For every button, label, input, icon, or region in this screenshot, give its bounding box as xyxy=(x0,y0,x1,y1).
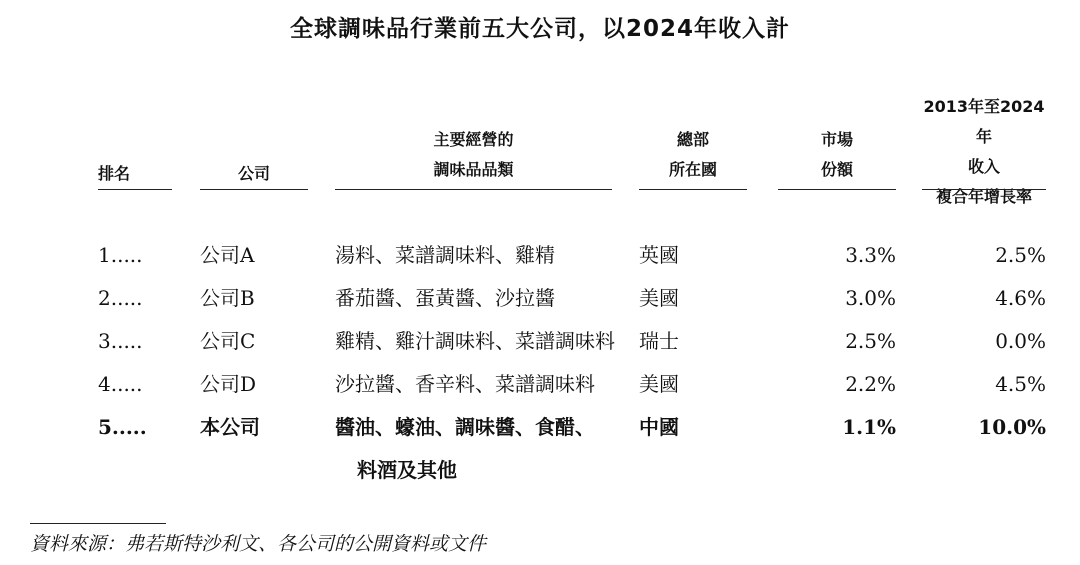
header-share-line1: 市場 xyxy=(820,130,853,149)
row-5-rank: 5..... xyxy=(98,415,147,439)
row-4-rank: 4..... xyxy=(98,372,143,396)
header-category-line1: 主要經營的 xyxy=(433,130,514,149)
header-category xyxy=(335,125,612,185)
header-rule-company xyxy=(200,189,308,190)
row-1-category: 湯料、菜譜調味料、雞精 xyxy=(335,243,555,267)
row-2-cagr: 4.6% xyxy=(995,286,1046,310)
row-5-category-line2: 料酒及其他 xyxy=(357,458,457,482)
header-company xyxy=(200,159,308,189)
row-2-rank: 2..... xyxy=(98,286,143,310)
row-4-hq: 美國 xyxy=(639,372,679,396)
header-hq xyxy=(639,125,747,185)
header-hq-line2: 所在國 xyxy=(668,160,717,179)
page-title: 全球調味品行業前五大公司，以2024年收入計 xyxy=(289,16,790,42)
header-rule-category xyxy=(335,189,612,190)
row-1-company: 公司A xyxy=(200,243,255,267)
row-2-share: 3.0% xyxy=(845,286,896,310)
header-category-line2: 調味品品類 xyxy=(433,160,514,179)
row-1-cagr: 2.5% xyxy=(995,243,1046,267)
header-cagr xyxy=(922,92,1046,212)
header-rank xyxy=(98,159,130,189)
row-3-share: 2.5% xyxy=(845,329,896,353)
row-5-category: 醬油、蠔油、調味醬、食醋、 xyxy=(335,415,595,439)
row-4-share: 2.2% xyxy=(845,372,896,396)
header-share xyxy=(778,125,896,185)
header-rule-cagr xyxy=(922,189,1046,190)
row-3-rank: 3..... xyxy=(98,329,143,353)
row-4-company: 公司D xyxy=(200,372,257,396)
row-3-hq: 瑞士 xyxy=(639,329,679,353)
header-rule-hq xyxy=(639,189,747,190)
row-2-category: 番茄醬、蛋黃醬、沙拉醬 xyxy=(335,286,555,310)
row-5-cagr: 10.0% xyxy=(978,415,1046,439)
header-rule-rank xyxy=(98,189,172,190)
source-divider xyxy=(30,523,166,524)
header-cagr-line2: 收入 xyxy=(967,157,1000,176)
row-3-cagr: 0.0% xyxy=(995,329,1046,353)
row-2-hq: 美國 xyxy=(639,286,679,310)
header-company-label: 公司 xyxy=(237,164,270,183)
header-share-line2: 份額 xyxy=(820,160,853,179)
row-1-rank: 1..... xyxy=(98,243,143,267)
source-note: 資料來源：弗若斯特沙利文、各公司的公開資料或文件 xyxy=(30,533,487,555)
row-2-company: 公司B xyxy=(200,286,255,310)
header-rank-label: 排名 xyxy=(98,164,131,183)
row-4-cagr: 4.5% xyxy=(995,372,1046,396)
row-1-share: 3.3% xyxy=(845,243,896,267)
header-cagr-line1: 2013年至2024年 xyxy=(923,97,1045,146)
row-1-hq: 英國 xyxy=(639,243,679,267)
header-cagr-line3: 複合年增長率 xyxy=(935,187,1032,206)
row-5-share: 1.1% xyxy=(842,415,896,439)
header-rule-share xyxy=(778,189,896,190)
header-hq-line1: 總部 xyxy=(676,130,709,149)
row-4-category: 沙拉醬、香辛料、菜譜調味料 xyxy=(335,372,595,396)
row-5-company: 本公司 xyxy=(200,415,260,439)
row-5-hq: 中國 xyxy=(639,415,679,439)
row-3-category: 雞精、雞汁調味料、菜譜調味料 xyxy=(335,329,615,353)
row-3-company: 公司C xyxy=(200,329,256,353)
